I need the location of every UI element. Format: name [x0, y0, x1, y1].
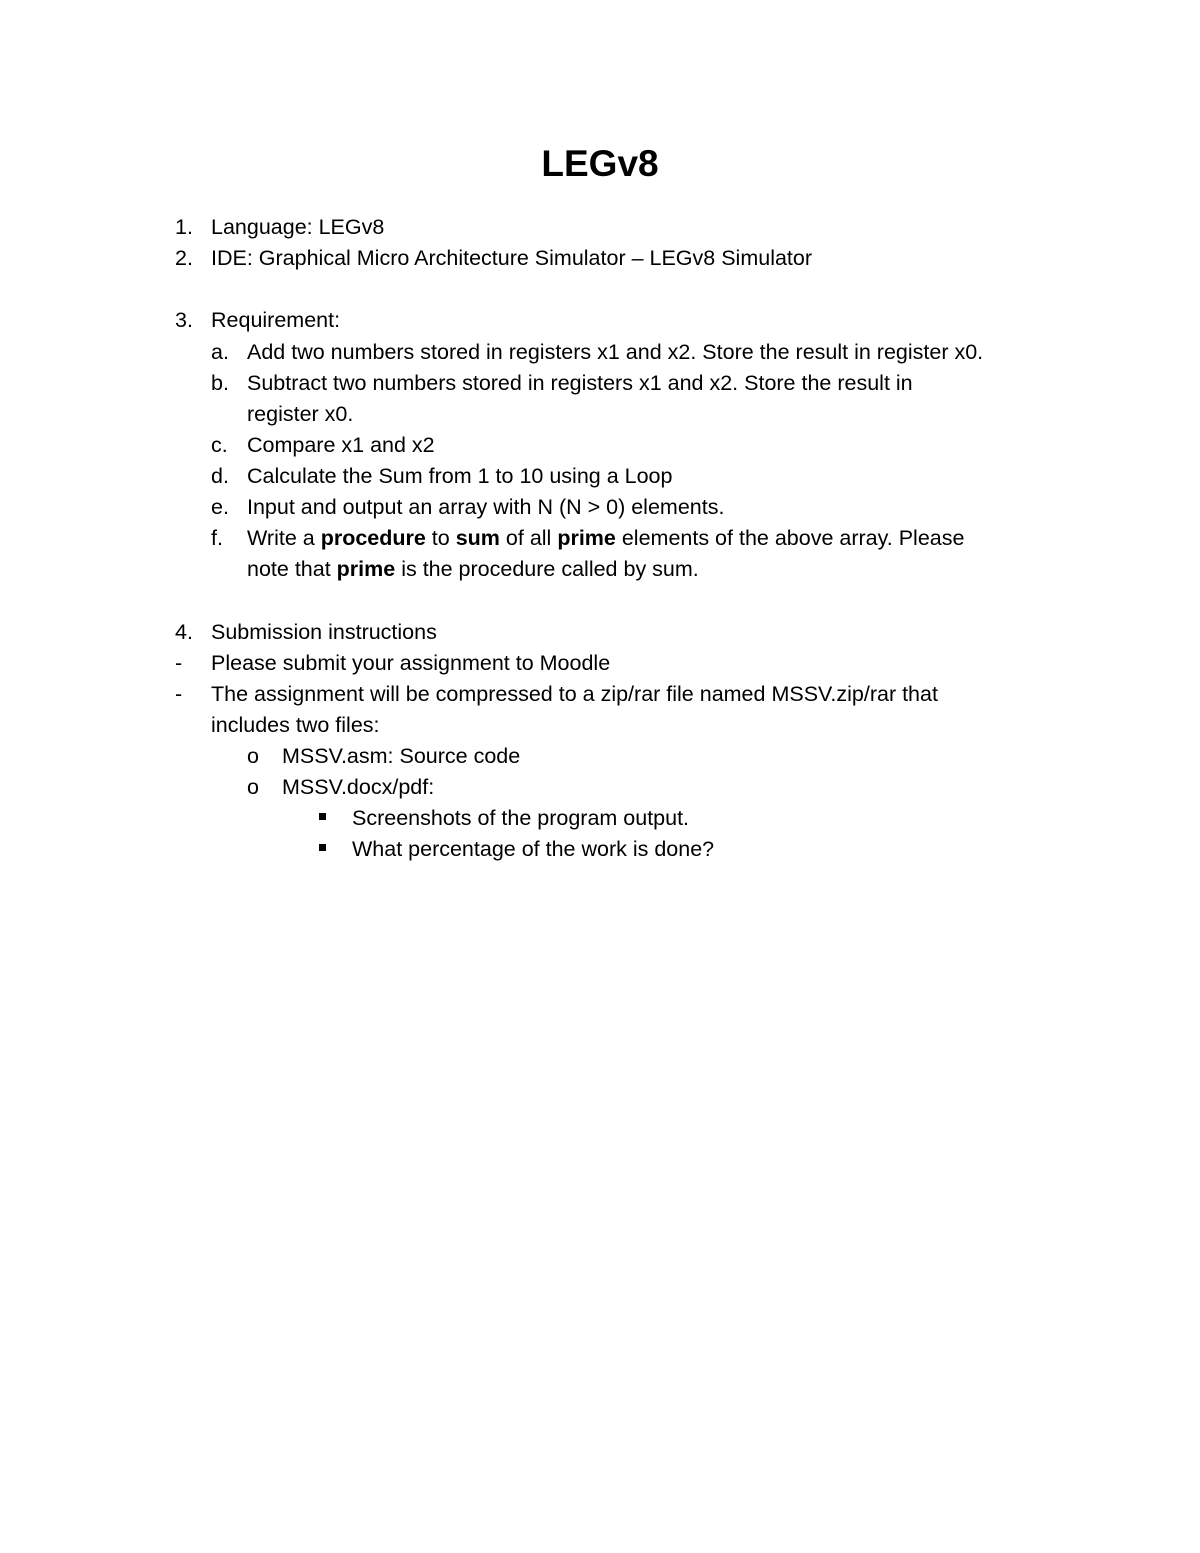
requirement-text: Compare x1 and x2: [247, 433, 435, 457]
text-run: Write a: [247, 526, 321, 550]
list-marker: 4.: [175, 620, 193, 644]
submission-text: The assignment will be compressed to a zip/rar file named MSSV.zip/rar that: [211, 682, 938, 706]
list-marker: 3.: [175, 308, 193, 332]
requirement-text: Subtract two numbers stored in registers x1 and x2. Store the result in: [247, 371, 913, 395]
file-text: MSSV.asm: Source code: [282, 744, 521, 768]
file-text: MSSV.docx/pdf:: [282, 775, 435, 799]
sublist-marker: b.: [211, 371, 229, 395]
square-bullet-icon: [319, 813, 326, 820]
bold-term-procedure: procedure: [320, 526, 426, 550]
list-marker: 1.: [175, 215, 193, 239]
dash-marker: -: [175, 682, 183, 706]
text-run: elements of the above array. Please: [615, 526, 965, 550]
requirement-text: [247, 523, 964, 554]
list-item-text: IDE: Graphical Micro Architecture Simulator – LEGv8 Simulator: [211, 246, 813, 270]
square-bullet-icon: [319, 844, 326, 851]
list-marker: 2.: [175, 246, 193, 270]
sublist-marker: c.: [211, 433, 228, 457]
list-item-text: Language: LEGv8: [211, 215, 385, 239]
requirement-text-continued: register x0.: [247, 402, 354, 426]
docx-item-text: What percentage of the work is done?: [352, 837, 715, 861]
text-run: note that: [247, 557, 337, 581]
circle-marker: o: [247, 775, 259, 799]
text-run: of all: [499, 526, 558, 550]
requirement-text: Calculate the Sum from 1 to 10 using a Loop: [247, 464, 673, 488]
circle-marker: o: [247, 744, 259, 768]
requirement-text: Input and output an array with N (N > 0) elements.: [247, 495, 725, 519]
list-item-text: Requirement:: [211, 308, 341, 332]
sublist-marker: d.: [211, 464, 229, 488]
sublist-marker: a.: [211, 340, 229, 364]
text-run: is the procedure called by sum.: [395, 557, 699, 581]
sublist-marker: f.: [211, 526, 223, 550]
submission-text: Please submit your assignment to Moodle: [211, 651, 611, 675]
dash-marker: -: [175, 651, 183, 675]
bold-term-sum: sum: [455, 526, 500, 550]
bold-term-prime: prime: [557, 526, 616, 550]
bold-term-prime: prime: [336, 557, 396, 581]
sublist-marker: e.: [211, 495, 229, 519]
submission-text-continued: includes two files:: [211, 713, 380, 737]
document-title: LEGv8: [541, 143, 659, 184]
requirement-text: Add two numbers stored in registers x1 and x2. Store the result in register x0.: [247, 340, 984, 364]
text-run: to: [425, 526, 456, 550]
list-item-text: Submission instructions: [211, 620, 437, 644]
docx-item-text: Screenshots of the program output.: [352, 806, 690, 830]
requirement-text-continued: [247, 554, 699, 585]
